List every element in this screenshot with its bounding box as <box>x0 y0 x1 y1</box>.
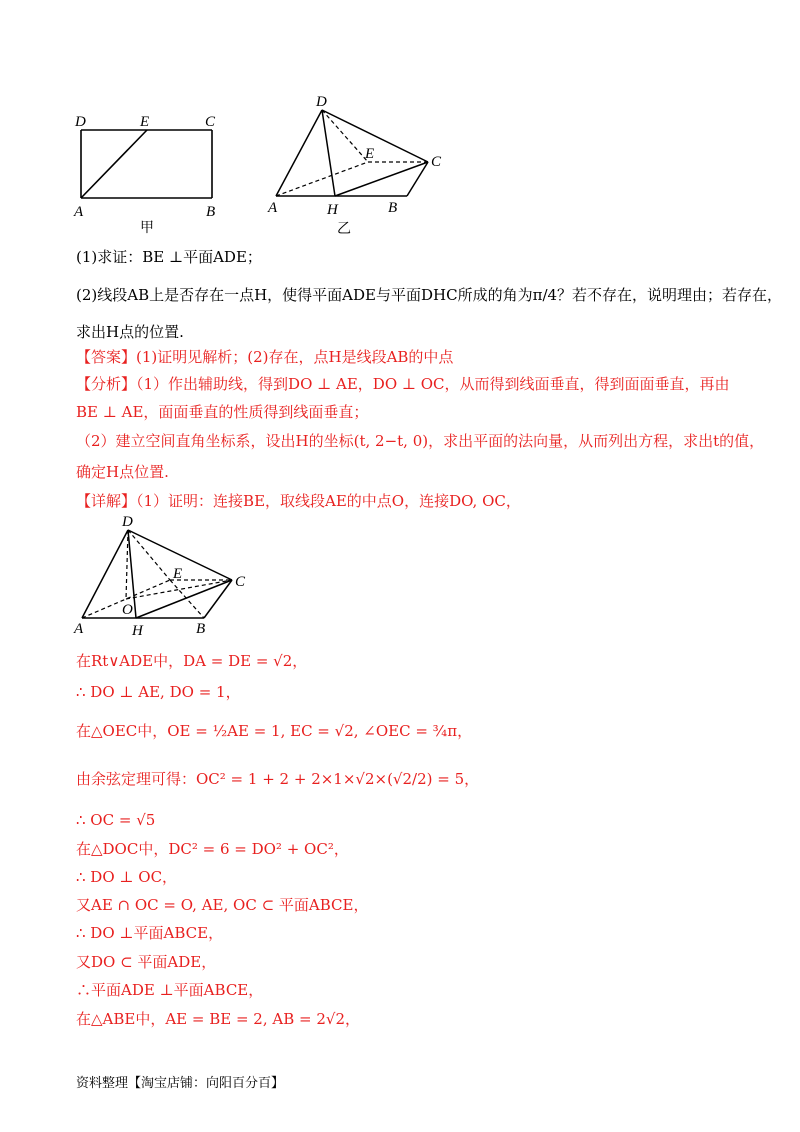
proof-step-10: 又DO ⊂ 平面ADE， <box>76 953 217 971</box>
question-part1: (1)求证：BE ⊥平面ADE； <box>76 248 262 266</box>
proof-step-3: 在△OEC中，OE = ½AE = 1, EC = √2, ∠OEC = ¾π， <box>76 722 473 740</box>
figure-jia <box>60 110 240 235</box>
question-part2-line2: 求出H点的位置. <box>76 323 184 341</box>
label-e: E <box>140 114 150 130</box>
label-c: C <box>235 574 246 590</box>
analysis-line3: （2）建立空间直角坐标系，设出H的坐标(t, 2−t, 0)，求出平面的法向量，从而列出方程，求出t的值， <box>76 432 765 450</box>
label-e: E <box>173 566 183 582</box>
label-h: H <box>132 623 143 639</box>
answer-line: 【答案】(1)证明见解析；(2)存在，点H是线段AB的中点 <box>76 348 454 366</box>
label-d: D <box>316 94 327 110</box>
proof-step-2: ∴ DO ⊥ AE, DO = 1， <box>76 683 241 701</box>
proof-step-8: 又AE ∩ OC = O, AE, OC ⊂ 平面ABCE， <box>76 896 369 914</box>
rectangle-abcd <box>81 130 212 198</box>
caption-jia: 甲 <box>140 221 154 235</box>
detail-solid-edges <box>82 530 232 618</box>
label-b: B <box>206 204 216 220</box>
label-a: A <box>74 621 84 637</box>
pyramid-solid-edges <box>276 110 428 196</box>
label-b: B <box>196 621 206 637</box>
detail-intro: 【详解】（1）证明：连接BE，取线段AE的中点O，连接DO, OC， <box>76 492 521 510</box>
proof-step-4: 由余弦定理可得：OC² = 1 + 2 + 2×1×√2×(√2/2) = 5， <box>76 770 480 788</box>
label-e: E <box>365 146 375 162</box>
proof-step-11: ∴平面ADE ⊥平面ABCE， <box>76 981 264 999</box>
proof-step-12: 在△ABE中，AE = BE = 2, AB = 2√2， <box>76 1010 360 1028</box>
label-o: O <box>122 602 133 618</box>
label-c: C <box>205 114 216 130</box>
analysis-line2: BE ⊥ AE，面面垂直的性质得到线面垂直； <box>76 403 369 421</box>
caption-yi: 乙 <box>337 222 351 237</box>
figure-detail <box>70 512 260 642</box>
footer-credit: 资料整理【淘宝店铺：向阳百分百】 <box>76 1076 285 1091</box>
proof-step-9: ∴ DO ⊥平面ABCE， <box>76 924 224 942</box>
label-a: A <box>268 200 278 216</box>
proof-step-1: 在Rt∨ADE中，DA = DE = √2， <box>76 652 308 670</box>
label-d: D <box>75 114 86 130</box>
proof-step-6: 在△DOC中，DC² = 6 = DO² + OC²， <box>76 840 349 858</box>
label-a: A <box>74 204 84 220</box>
label-h: H <box>327 202 338 218</box>
question-part2-line1: (2)线段AB上是否存在一点H，使得平面ADE与平面DHC所成的角为π/4？若不存在，说明理由；若存在， <box>76 286 783 304</box>
analysis-line4: 确定H点位置. <box>76 463 169 481</box>
analysis-line1: 【分析】（1）作出辅助线，得到DO ⊥ AE，DO ⊥ OC，从而得到线面垂直，得到面面垂直，再由 <box>76 375 730 393</box>
proof-step-7: ∴ DO ⊥ OC， <box>76 868 178 886</box>
label-c: C <box>431 154 442 170</box>
label-d: D <box>122 514 133 530</box>
proof-step-5: ∴ OC = √5 <box>76 811 156 829</box>
figure-yi <box>262 90 462 240</box>
label-b: B <box>388 200 398 216</box>
